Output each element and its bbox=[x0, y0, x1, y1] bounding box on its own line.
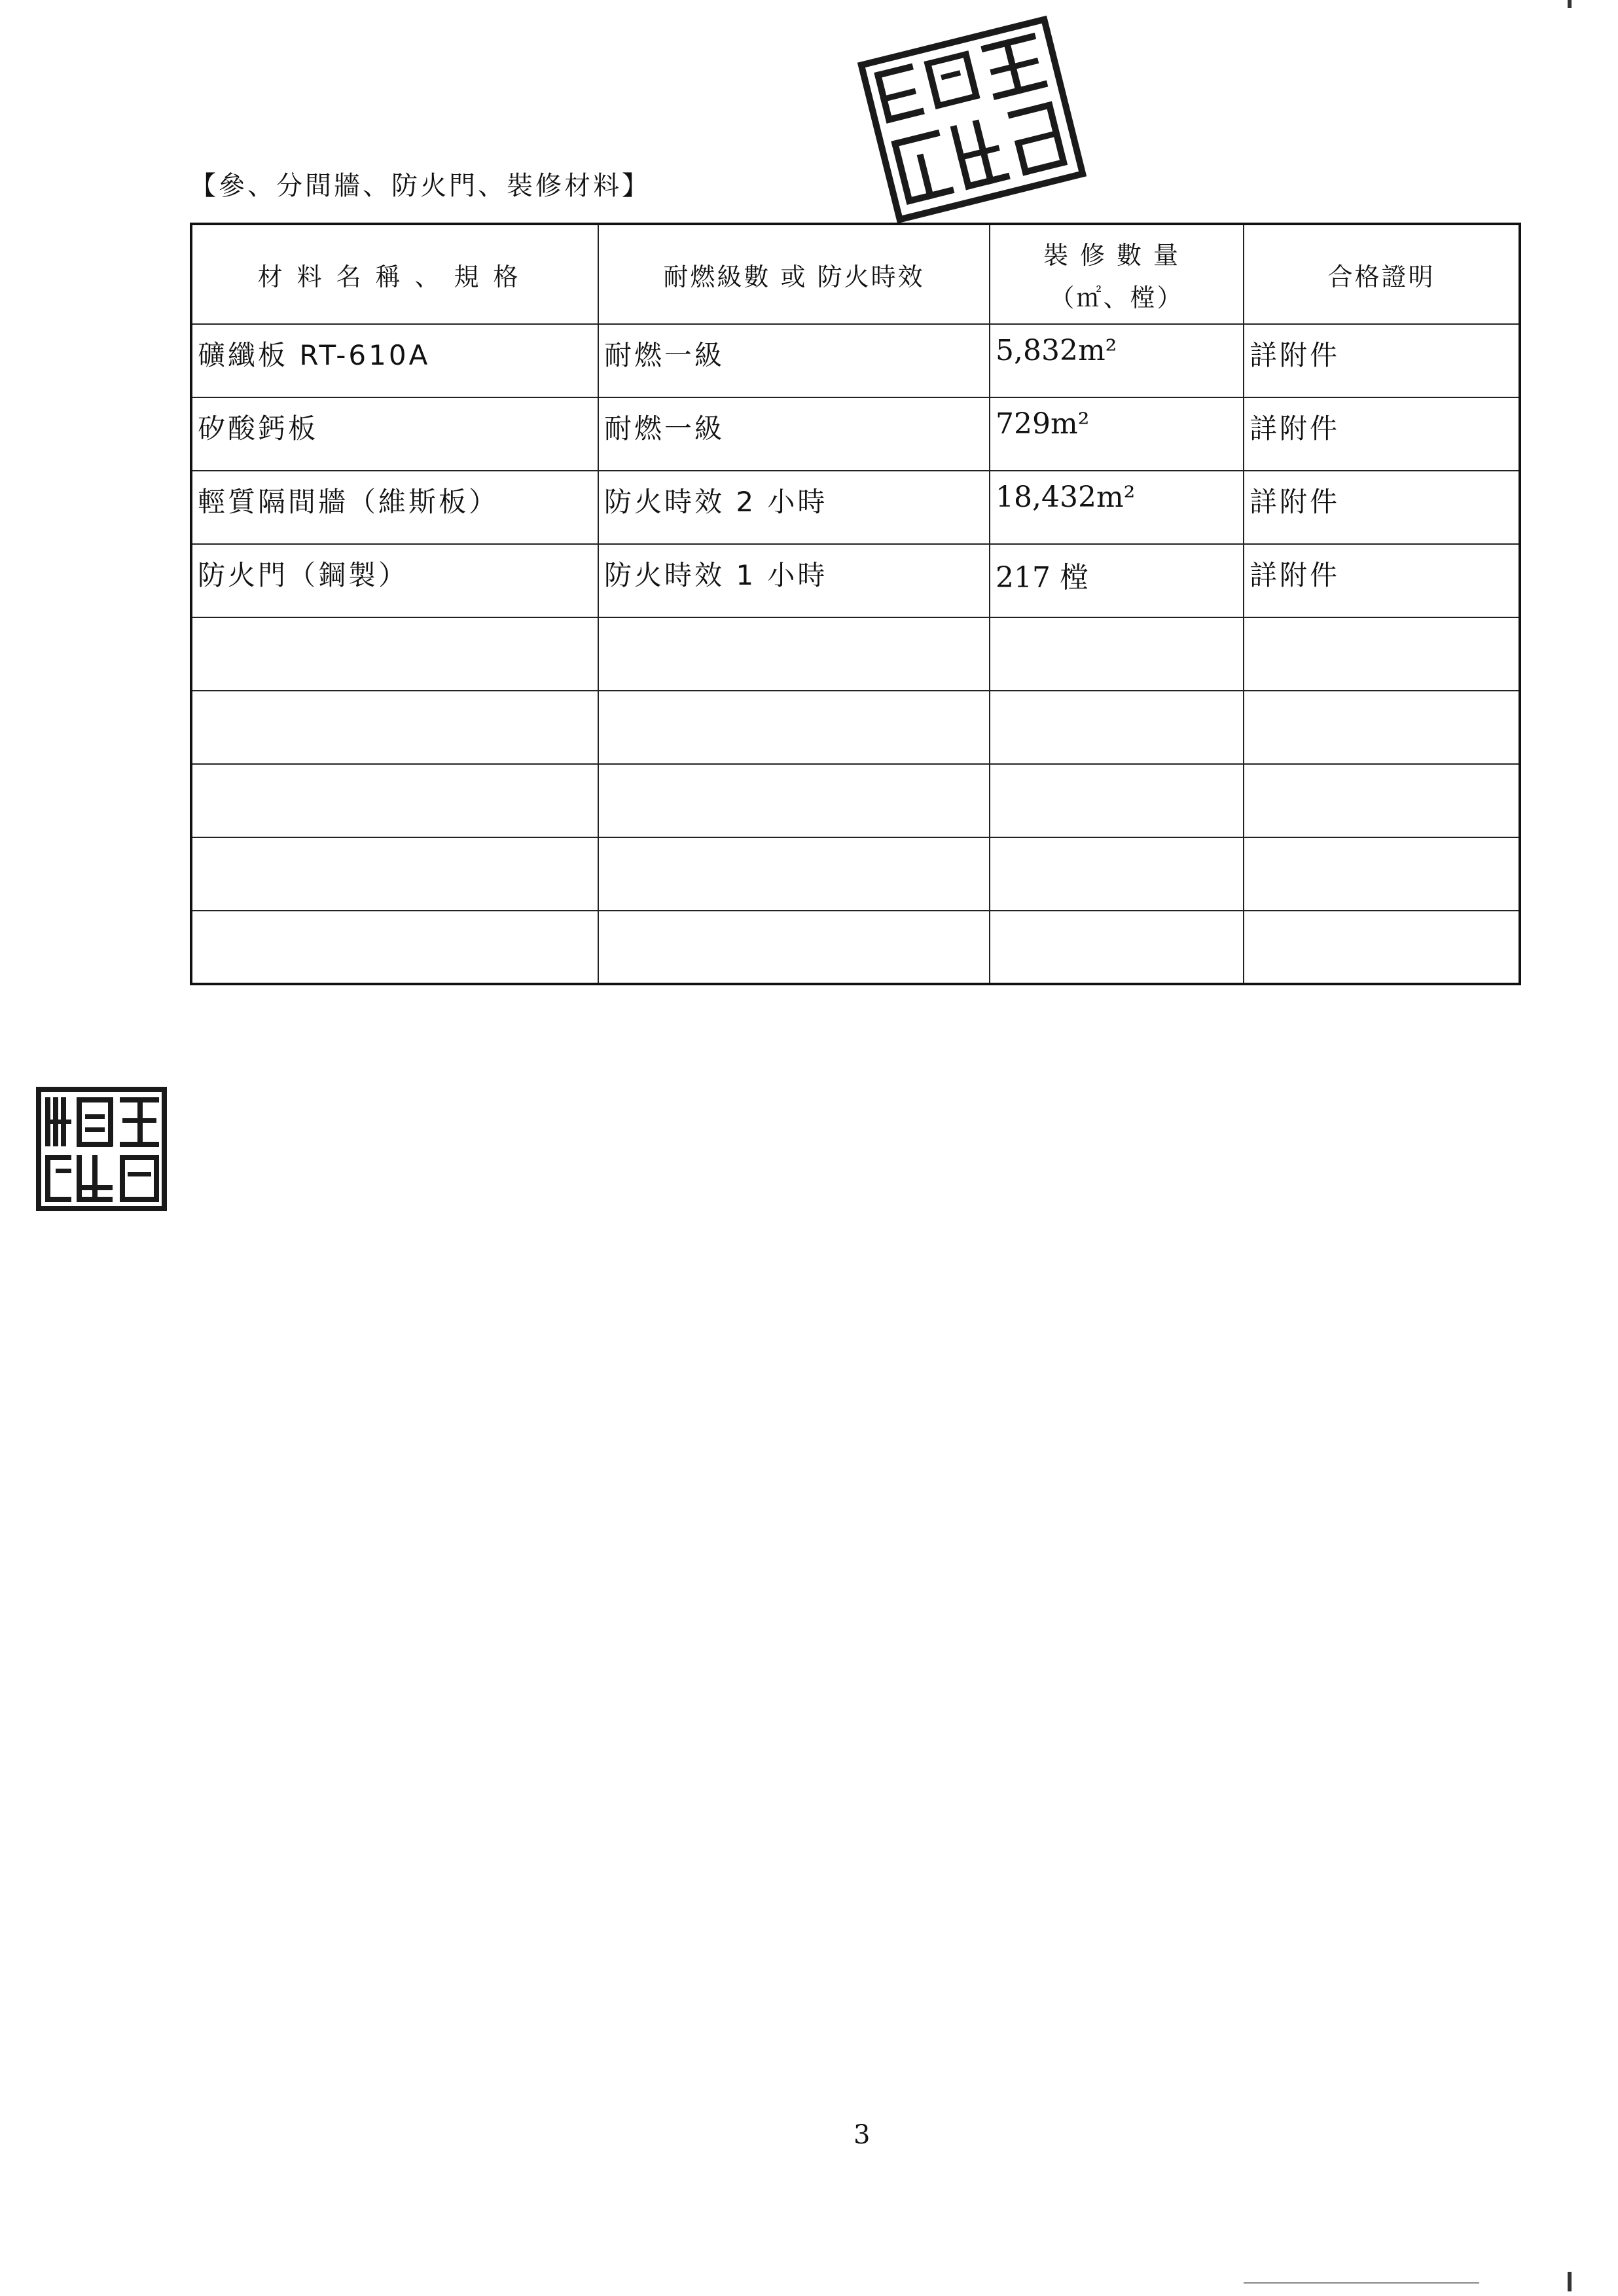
cell-quantity bbox=[990, 691, 1244, 764]
cell-rating: 耐燃一級 bbox=[598, 324, 990, 397]
cell-certificate bbox=[1244, 911, 1520, 984]
cell-certificate bbox=[1244, 837, 1520, 911]
table-header-row bbox=[191, 224, 1520, 324]
cell-certificate bbox=[1244, 617, 1520, 691]
table-row bbox=[191, 544, 1520, 617]
section-heading: 【參、分間牆、防火門、裝修材料】 bbox=[190, 171, 651, 201]
cell-material-name: 礦纖板 RT-610A bbox=[191, 324, 598, 397]
cell-certificate: 詳附件 bbox=[1244, 324, 1520, 397]
cell-material-name bbox=[191, 764, 598, 837]
cell-certificate bbox=[1244, 691, 1520, 764]
cell-material-name: 輕質隔間牆（維斯板） bbox=[191, 471, 598, 544]
seal-stamp-top-icon bbox=[857, 14, 1088, 224]
materials-table bbox=[190, 223, 1521, 985]
header-rating: 耐燃級數 或 防火時效 bbox=[598, 224, 990, 324]
table-row bbox=[191, 691, 1520, 764]
cell-material-name: 防火門（鋼製） bbox=[191, 544, 598, 617]
cell-rating: 防火時效 1 小時 bbox=[598, 544, 990, 617]
table-row bbox=[191, 471, 1520, 544]
scan-artifact bbox=[1568, 2272, 1572, 2291]
cell-rating bbox=[598, 837, 990, 911]
cell-quantity bbox=[990, 617, 1244, 691]
cell-quantity bbox=[990, 837, 1244, 911]
table-row bbox=[191, 764, 1520, 837]
cell-quantity bbox=[990, 764, 1244, 837]
header-material-name: 材料名稱、規格 bbox=[191, 224, 598, 324]
cell-quantity: 18,432m² bbox=[990, 471, 1244, 544]
seal-stamp-left-icon bbox=[36, 1087, 167, 1211]
cell-rating: 防火時效 2 小時 bbox=[598, 471, 990, 544]
cell-material-name bbox=[191, 837, 598, 911]
cell-quantity: 729m² bbox=[990, 397, 1244, 471]
cell-material-name bbox=[191, 691, 598, 764]
page-number: 3 bbox=[854, 2120, 871, 2150]
cell-material-name bbox=[191, 617, 598, 691]
cell-quantity: 5,832m² bbox=[990, 324, 1244, 397]
cell-rating bbox=[598, 617, 990, 691]
scan-artifact bbox=[1568, 0, 1572, 8]
cell-rating bbox=[598, 691, 990, 764]
cell-certificate: 詳附件 bbox=[1244, 544, 1520, 617]
table-row bbox=[191, 837, 1520, 911]
table-row bbox=[191, 911, 1520, 984]
scan-artifact bbox=[1244, 2282, 1479, 2284]
cell-quantity: 217 樘 bbox=[990, 544, 1244, 617]
cell-rating bbox=[598, 911, 990, 984]
cell-certificate: 詳附件 bbox=[1244, 397, 1520, 471]
cell-material-name: 矽酸鈣板 bbox=[191, 397, 598, 471]
header-quantity bbox=[990, 224, 1244, 324]
header-certificate: 合格證明 bbox=[1244, 224, 1520, 324]
table-row bbox=[191, 324, 1520, 397]
table-row bbox=[191, 617, 1520, 691]
header-quantity-line2: （㎡、樘） bbox=[1049, 283, 1184, 312]
table-row bbox=[191, 397, 1520, 471]
header-quantity-line1: 裝修數量 bbox=[1043, 241, 1190, 270]
cell-rating: 耐燃一級 bbox=[598, 397, 990, 471]
cell-certificate: 詳附件 bbox=[1244, 471, 1520, 544]
cell-certificate bbox=[1244, 764, 1520, 837]
cell-quantity bbox=[990, 911, 1244, 984]
cell-material-name bbox=[191, 911, 598, 984]
cell-rating bbox=[598, 764, 990, 837]
